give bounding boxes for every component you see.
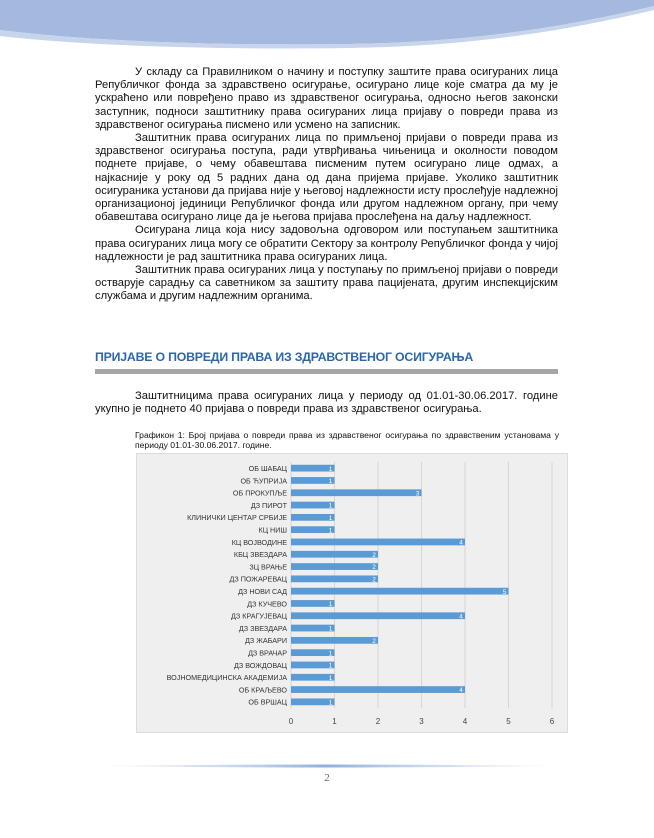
data-label: 3 xyxy=(415,490,420,498)
chart-container xyxy=(136,453,568,733)
data-label: 1 xyxy=(328,478,333,486)
data-label: 1 xyxy=(328,465,333,473)
data-label: 4 xyxy=(459,613,463,621)
x-tick-label: 2 xyxy=(375,717,381,726)
category-label: КЦ ВОЈВОДИНЕ xyxy=(231,537,287,547)
category-label: ЗЦ ВРАЊЕ xyxy=(249,562,287,572)
section-intro xyxy=(95,390,558,416)
chart-caption: Графикон 1: Број пријава о повреди права из здравственог осигурања по здравственим установама у периоду 01.01-30.06.2017. године. xyxy=(135,430,559,450)
data-label: 1 xyxy=(328,662,333,670)
category-label: ДЗ ВОЖДОВАЦ xyxy=(234,660,287,670)
body-text xyxy=(95,66,558,304)
bar xyxy=(291,489,422,496)
category-label: ОБ ВРШАЦ xyxy=(248,697,287,707)
paragraph-2: Заштитник права осигураних лица по примљеној пријави о повреди права из здравственог осигурања поступа, ради утврђивања чињеница и околности поводом поднете пријаве, о чему обавештава писменим путем осигурано лице одмах, а најкасније у року од 5 радних дана од дана пријема пријаве. Уколико заштитник осигураника установи да пријава није у његовој надлежности исту прослеђује надлежној организационој јединици Републичког фонда или другом надлежном органу, при чему обавештава осигурано лице да је његова пријава прослеђена на даљу надлежност. xyxy=(95,132,558,224)
category-label: ОБ ЋУПРИЈА xyxy=(240,476,287,486)
heading-rule xyxy=(95,369,558,374)
data-label: 1 xyxy=(328,601,333,609)
category-label: ДЗ ЖАБАРИ xyxy=(245,636,287,646)
data-label: 5 xyxy=(502,588,507,596)
bar xyxy=(291,551,378,558)
intro-paragraph: Заштитницима права осигураних лица у периоду од 01.01-30.06.2017. године укупно је поднето 40 пријава о повреди права из здравственог осигурања. xyxy=(95,390,558,416)
x-tick-label: 1 xyxy=(332,717,337,726)
data-label: 1 xyxy=(328,527,333,535)
category-label: ДЗ ВРАЧАР xyxy=(248,648,287,658)
data-label: 2 xyxy=(372,576,376,584)
category-label: ДЗ КРАГУЈЕВАЦ xyxy=(230,611,287,621)
category-label: ВОЈНОМЕДИЦИНСКА АКАДЕМИЈА xyxy=(166,673,287,683)
bar xyxy=(291,563,378,570)
paragraph-3: Осигурана лица која нису задовољна одговором или поступањем заштитника права осигураних лица могу се обратити Сектору за контролу Републичког фонда у чијој надлежности је рад заштитника права осигураних лица. xyxy=(95,224,558,263)
page-number: 2 xyxy=(324,772,330,784)
bar xyxy=(291,686,465,693)
data-label: 1 xyxy=(328,699,333,707)
bar xyxy=(291,612,465,619)
data-label: 4 xyxy=(459,539,463,547)
category-label: ДЗ ЗВЕЗДАРА xyxy=(238,623,287,633)
section-heading: ПРИЈАВЕ О ПОВРЕДИ ПРАВА ИЗ ЗДРАВСТВЕНОГ ОСИГУРАЊА xyxy=(95,350,474,364)
category-label: ОБ КРАЉЕВО xyxy=(238,685,287,695)
category-label: ДЗ НОВИ САД xyxy=(238,586,287,596)
header-band xyxy=(0,0,654,60)
footer-line xyxy=(95,763,558,769)
x-tick-label: 0 xyxy=(288,717,294,726)
category-label: ОБ ШАБАЦ xyxy=(248,463,287,473)
bar-chart xyxy=(137,454,567,732)
category-label: ДЗ ПИРОТ xyxy=(250,500,287,510)
data-label: 2 xyxy=(372,637,376,645)
data-label: 4 xyxy=(459,687,463,695)
x-tick-label: 6 xyxy=(549,717,555,726)
data-label: 1 xyxy=(328,674,333,682)
x-tick-label: 5 xyxy=(506,717,511,726)
category-label: КБЦ ЗВЕЗДАРА xyxy=(233,550,287,560)
category-label: ДЗ КУЧЕВО xyxy=(247,599,287,609)
bar xyxy=(291,539,465,546)
bar xyxy=(291,588,509,595)
category-label: КЦ НИШ xyxy=(258,525,287,535)
data-label: 1 xyxy=(328,625,333,633)
category-label: ДЗ ПОЖАРЕВАЦ xyxy=(229,574,287,584)
category-label: ОБ ПРОКУПЉЕ xyxy=(232,488,287,498)
data-label: 2 xyxy=(372,564,376,572)
category-label: КЛИНИЧКИ ЦЕНТАР СРБИЈЕ xyxy=(187,513,287,523)
data-label: 1 xyxy=(328,514,333,522)
paragraph-4: Заштитник права осигураних лица у поступању по примљеној пријави о повреди остварује сарадњу са саветником за заштиту права пацијената, другим инспекцијским службама и другим надлежним органима. xyxy=(95,264,558,303)
data-label: 1 xyxy=(328,502,333,510)
bar xyxy=(291,575,378,582)
bar xyxy=(291,637,378,644)
data-label: 2 xyxy=(372,551,376,559)
data-label: 1 xyxy=(328,650,333,658)
x-tick-label: 4 xyxy=(462,717,468,726)
paragraph-1: У складу са Правилником о начину и поступку заштите права осигураних лица Републичког фонда за здравствено осигурање, осигурано лице које сматра да му је ускраћено или повређено право из здравственог осигурања, односно његов законски заступник, подноси заштитнику права осигураних лица пријаву о повреди права из здравственог осигурања писмено или усмено на записник. xyxy=(95,66,558,131)
x-tick-label: 3 xyxy=(419,717,424,726)
